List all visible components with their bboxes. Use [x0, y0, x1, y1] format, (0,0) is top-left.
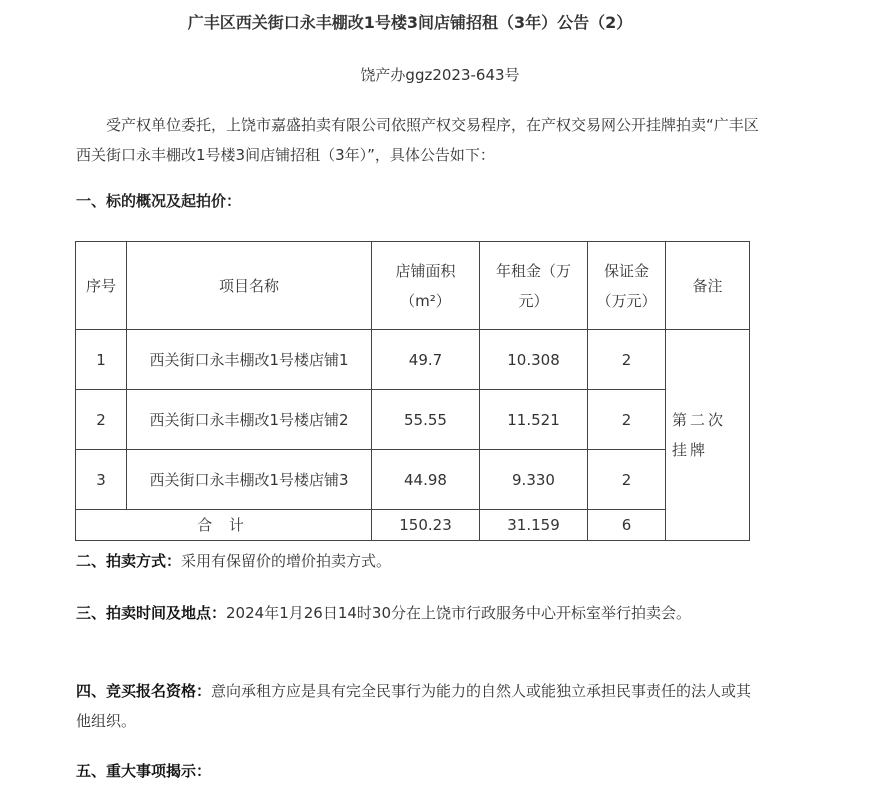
section-4-heading: 四、竞买报名资格：: [76, 682, 212, 700]
cell-area: 49.7: [372, 330, 480, 390]
announcement-title: 广丰区西关街口永丰棚改1号楼3间店铺招租（3年）公告（2）: [187, 13, 633, 32]
document-number: 饶产办ggz2023-643号: [360, 66, 520, 84]
header-name-text: 项目名称: [218, 276, 279, 295]
header-area: [372, 242, 480, 330]
header-rent-text: 年租金（万元）: [495, 261, 571, 310]
cell-seq: 3: [76, 450, 127, 510]
cell-deposit: 2: [588, 450, 666, 510]
cell-name: 西关街口永丰棚改1号楼店铺3: [127, 450, 372, 510]
cell-area: 55.55: [372, 390, 480, 450]
header-area-text: 店铺面积（m²）: [395, 261, 456, 310]
section-5-heading: 五、重大事项揭示：: [76, 762, 212, 780]
header-remark-text: 备注: [692, 276, 723, 295]
cell-area: 44.98: [372, 450, 480, 510]
table-row: [76, 330, 750, 390]
cell-rent: 11.521: [480, 390, 588, 450]
intro-paragraph: 受产权单位委托，上饶市嘉盛拍卖有限公司依照产权交易程序，在产权交易网公开挂牌拍卖“广丰区西关街口永丰棚改1号楼3间店铺招租（3年）”，具体公告如下：: [76, 116, 759, 164]
section-4-text: 意向承租方应是具有完全民事行为能力的自然人或能独立承担民事责任的法人或其他组织。: [76, 682, 752, 730]
cell-remark: 第二次挂牌: [666, 330, 750, 541]
total-label: 合 计: [76, 510, 372, 541]
table-total-row: [76, 510, 750, 541]
header-deposit: [588, 242, 666, 330]
table-row: [76, 450, 750, 510]
cell-name: 西关街口永丰棚改1号楼店铺2: [127, 390, 372, 450]
total-area: 150.23: [372, 510, 480, 541]
cell-deposit: 2: [588, 330, 666, 390]
section-4: [76, 676, 766, 736]
header-remark: [666, 242, 750, 330]
cell-rent: 9.330: [480, 450, 588, 510]
section-2-heading: 二、拍卖方式：: [76, 552, 182, 570]
section-1-heading-text: 一、标的概况及起拍价：: [76, 192, 242, 210]
header-name: [127, 242, 372, 330]
table-row: [76, 390, 750, 450]
section-3-heading: 三、拍卖时间及地点：: [76, 604, 227, 622]
section-1-heading: [76, 190, 241, 211]
table-header-row: [76, 242, 750, 330]
cell-seq: 1: [76, 330, 127, 390]
header-seq-text: 序号: [85, 276, 116, 295]
lots-table: [75, 241, 750, 541]
section-2-text: 采用有保留价的增价拍卖方式。: [181, 552, 392, 570]
header-rent: [480, 242, 588, 330]
total-deposit: 6: [588, 510, 666, 541]
section-5: [76, 756, 766, 786]
section-2: [76, 546, 766, 576]
header-seq: [76, 242, 127, 330]
section-3: [76, 598, 766, 628]
header-deposit-text: 保证金（万元）: [596, 261, 657, 310]
cell-rent: 10.308: [480, 330, 588, 390]
section-3-text: 2024年1月26日14时30分在上饶市行政服务中心开标室举行拍卖会。: [226, 604, 691, 622]
total-rent: 31.159: [480, 510, 588, 541]
cell-deposit: 2: [588, 390, 666, 450]
cell-seq: 2: [76, 390, 127, 450]
cell-name: 西关街口永丰棚改1号楼店铺1: [127, 330, 372, 390]
